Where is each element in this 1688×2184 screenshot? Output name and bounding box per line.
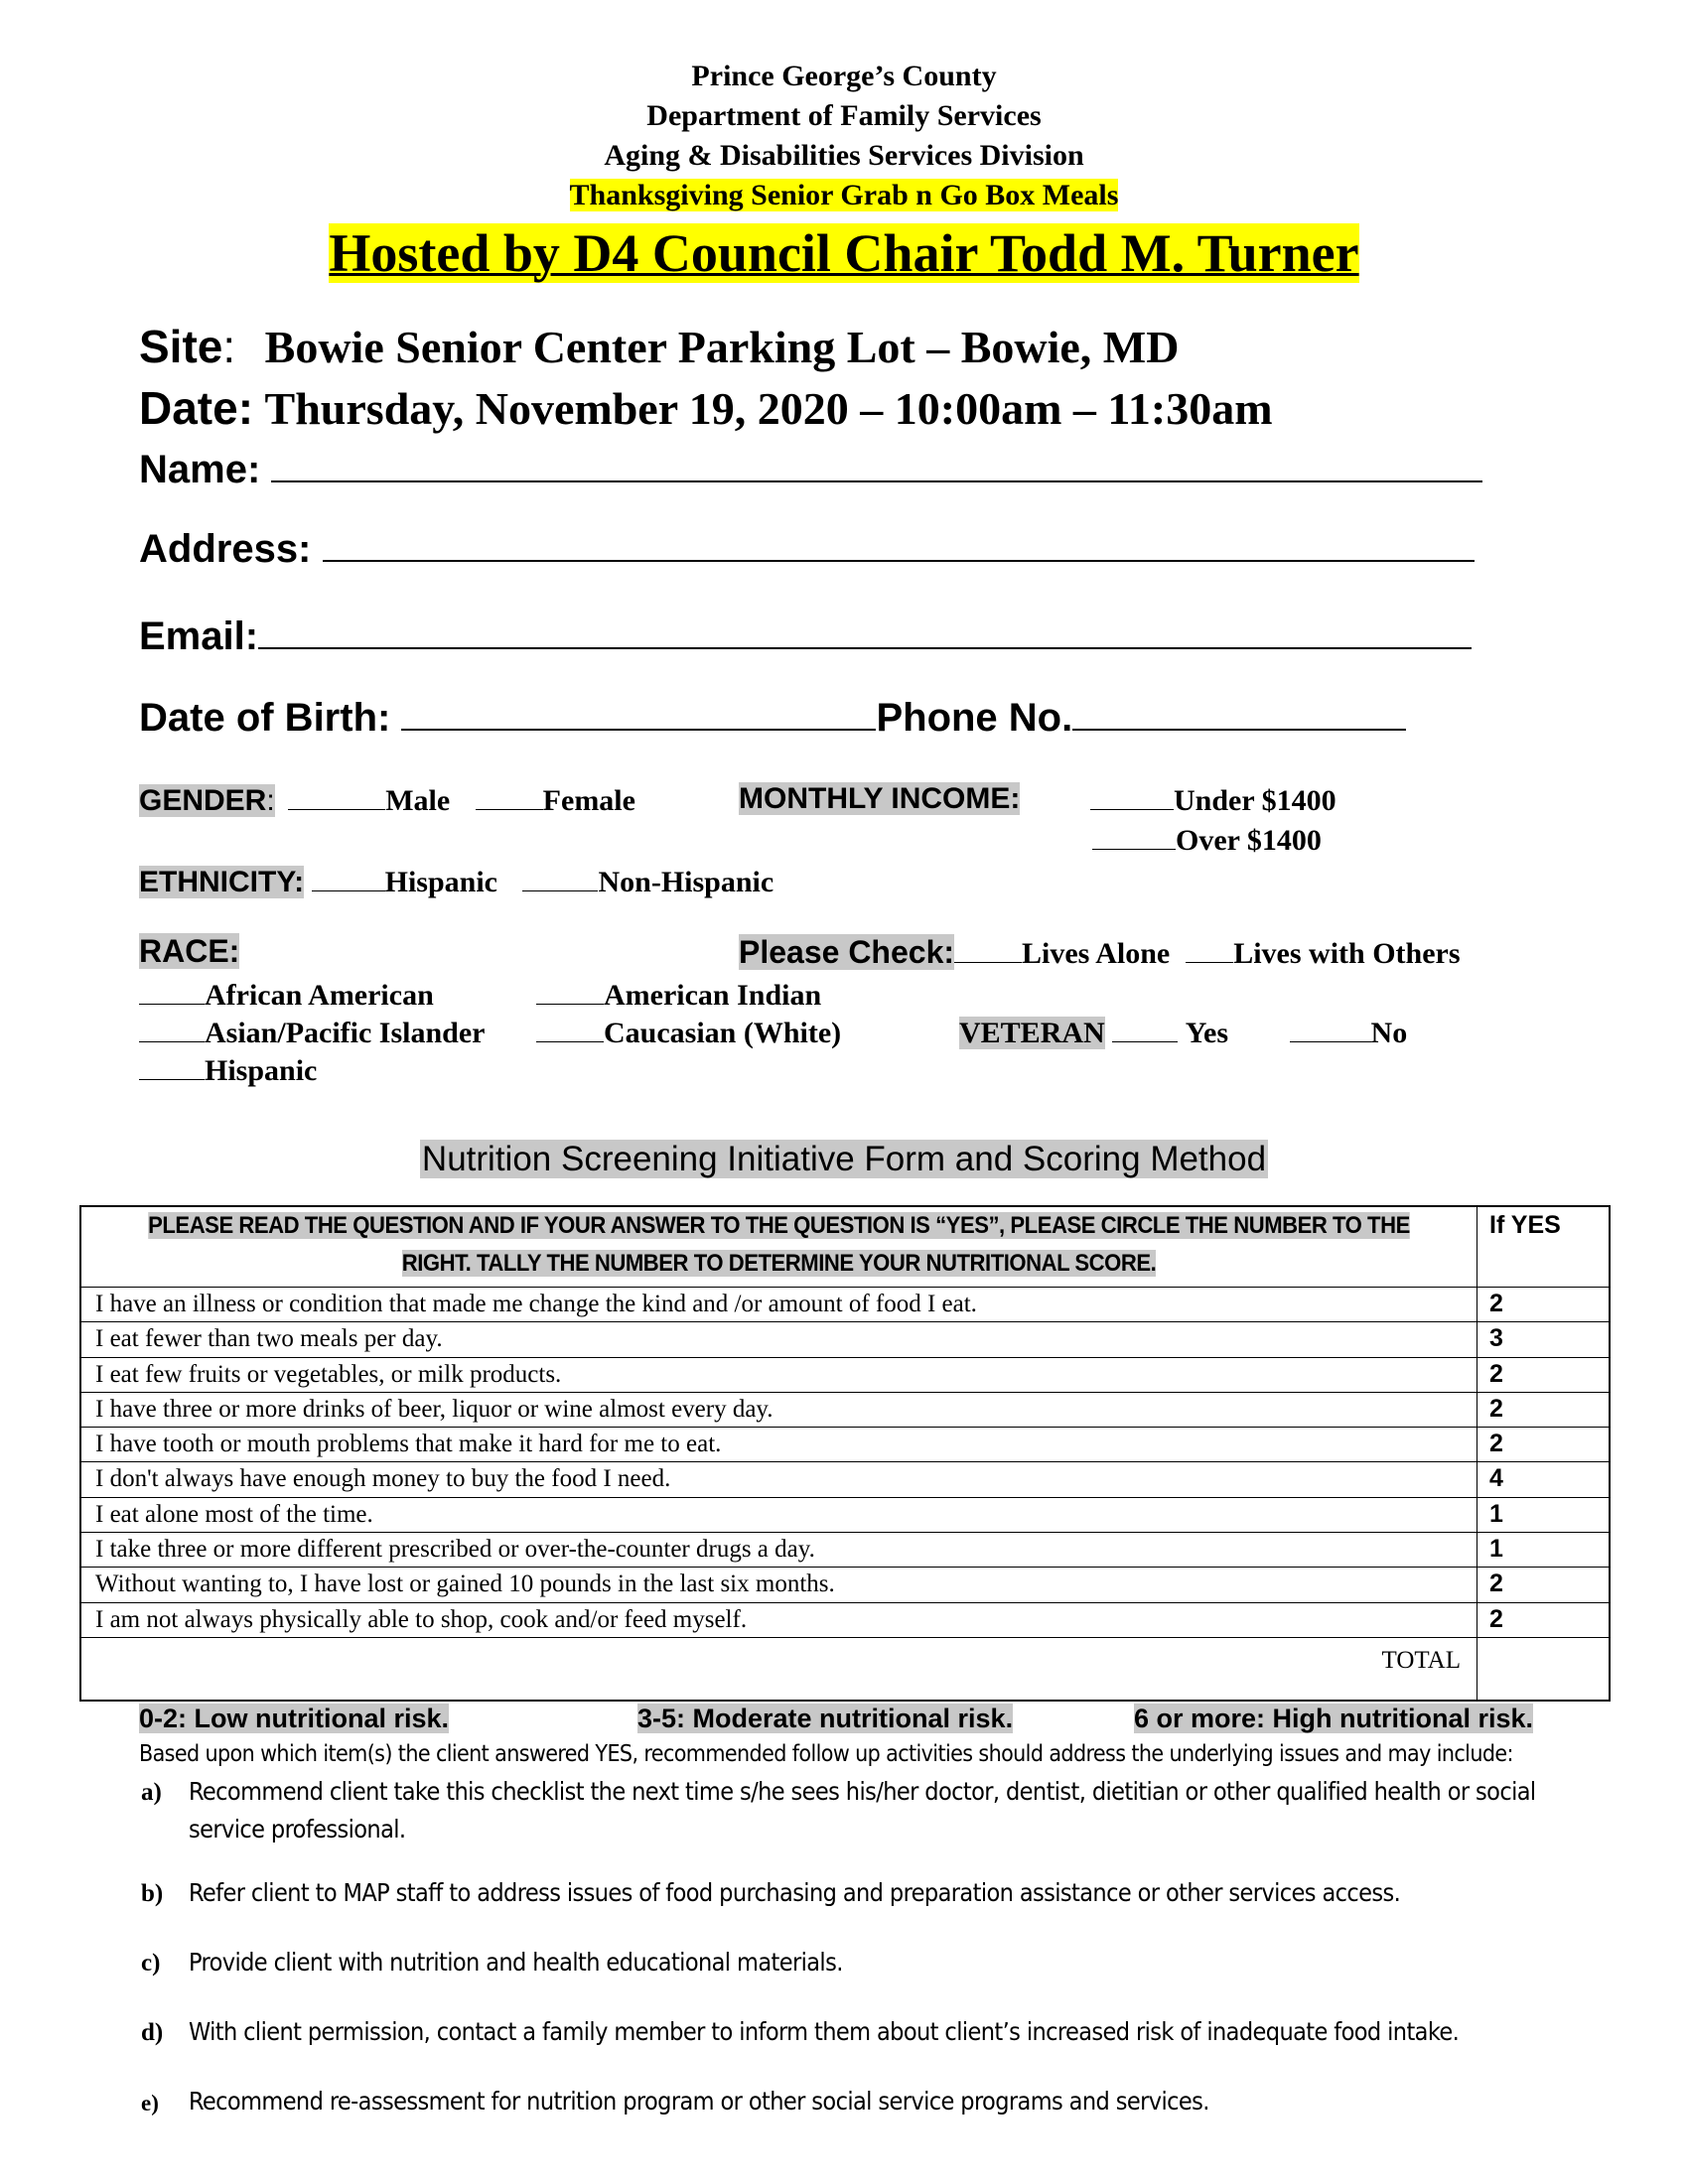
race-caucasian bbox=[536, 1015, 841, 1050]
race-african-american bbox=[139, 977, 434, 1013]
race-caucasian-blank[interactable] bbox=[536, 1015, 604, 1042]
gender-label: GENDER bbox=[139, 784, 267, 817]
veteran-no-blank[interactable] bbox=[1290, 1015, 1371, 1042]
living-row bbox=[739, 933, 1461, 971]
nsi-total-field[interactable] bbox=[1477, 1638, 1611, 1702]
followup-intro: Based upon which item(s) the client answered YES, recommended follow up activities should address the underlying issues and may include: bbox=[139, 1741, 1513, 1767]
nsi-table bbox=[79, 1205, 1611, 1702]
address-row bbox=[139, 524, 1475, 572]
ethnicity-label: ETHNICITY: bbox=[139, 866, 305, 898]
name-label: Name: bbox=[139, 448, 261, 491]
race-asian-blank[interactable] bbox=[139, 1015, 205, 1042]
veteran-yes-blank[interactable] bbox=[1112, 1015, 1178, 1042]
if-yes-header: If YES bbox=[1477, 1206, 1611, 1288]
nsi-total-row bbox=[80, 1638, 1610, 1702]
dob-field[interactable] bbox=[401, 693, 876, 731]
living-label: Please Check: bbox=[739, 933, 955, 970]
followup-letter-d: d) bbox=[141, 2019, 164, 2046]
nsi-question: I don't always have enough money to buy the food I need. bbox=[80, 1462, 1477, 1497]
nsi-points[interactable]: 3 bbox=[1477, 1322, 1611, 1357]
nsi-question: I take three or more different prescribed or over-the-counter drugs a day. bbox=[80, 1533, 1477, 1568]
income-over-blank[interactable] bbox=[1092, 822, 1176, 850]
ethnicity-nonhispanic-blank[interactable] bbox=[522, 864, 598, 891]
race-label: RACE: bbox=[139, 933, 240, 969]
nsi-row bbox=[80, 1322, 1610, 1357]
followup-letter-a: a) bbox=[141, 1779, 162, 1806]
race-african-american-label: African American bbox=[205, 979, 434, 1012]
gender-male: Male bbox=[385, 784, 451, 817]
race-hispanic-label: Hispanic bbox=[205, 1054, 318, 1087]
followup-text-b: Refer client to MAP staff to address issues of food purchasing and preparation assistance or other services access. bbox=[189, 1878, 1401, 1907]
name-row bbox=[139, 445, 1482, 492]
risk-low: 0-2: Low nutritional risk. bbox=[139, 1704, 450, 1733]
nsi-instruction bbox=[137, 1207, 1421, 1283]
veteran-no: No bbox=[1370, 1017, 1408, 1049]
nsi-row bbox=[80, 1533, 1610, 1568]
ethnicity-hispanic: Hispanic bbox=[384, 866, 497, 898]
risk-low-row bbox=[139, 1704, 449, 1734]
nsi-points[interactable]: 2 bbox=[1477, 1568, 1611, 1602]
gender-female-blank[interactable] bbox=[476, 782, 543, 810]
risk-moderate: 3-5: Moderate nutritional risk. bbox=[637, 1704, 1014, 1733]
income-under: Under $1400 bbox=[1174, 784, 1336, 817]
email-field[interactable] bbox=[258, 612, 1472, 649]
nsi-instruction-line2: RIGHT. TALLY THE NUMBER TO DETERMINE YOUR NUTRITIONAL SCORE. bbox=[401, 1250, 1157, 1277]
site-label: Site bbox=[139, 321, 223, 372]
followup-letter-b: b) bbox=[141, 1880, 164, 1907]
nsi-question: Without wanting to, I have lost or gained 10 pounds in the last six months. bbox=[80, 1568, 1477, 1602]
income-row bbox=[739, 782, 1020, 816]
risk-high-row bbox=[1134, 1704, 1533, 1734]
race-hispanic-blank[interactable] bbox=[139, 1052, 205, 1080]
nsi-instruction-line1: PLEASE READ THE QUESTION AND IF YOUR ANSWER TO THE QUESTION IS “YES”, PLEASE CIRCLE THE NUMBER TO THE bbox=[148, 1212, 1410, 1239]
veteran-label: VETERAN bbox=[959, 1017, 1105, 1049]
nsi-row bbox=[80, 1462, 1610, 1497]
event-title: Thanksgiving Senior Grab n Go Box Meals bbox=[569, 179, 1119, 211]
site-colon: : bbox=[222, 321, 236, 372]
header-event bbox=[0, 179, 1688, 212]
date-label: Date: bbox=[139, 382, 254, 434]
race-hispanic bbox=[139, 1052, 317, 1088]
header-division: Aging & Disabilities Services Division bbox=[604, 139, 1084, 172]
header-host bbox=[0, 222, 1688, 284]
followup-letter-e: e) bbox=[141, 2091, 159, 2116]
gender-male-blank[interactable] bbox=[288, 782, 385, 810]
lives-others: Lives with Others bbox=[1233, 936, 1461, 970]
risk-high: 6 or more: High nutritional risk. bbox=[1134, 1704, 1534, 1733]
risk-moderate-row bbox=[637, 1704, 1013, 1734]
header-department: Department of Family Services bbox=[646, 99, 1042, 132]
race-american-indian-blank[interactable] bbox=[536, 977, 604, 1005]
phone-label: Phone No. bbox=[876, 696, 1073, 740]
site-value: Bowie Senior Center Parking Lot – Bowie, MD bbox=[264, 322, 1180, 372]
followup-letter-c: c) bbox=[141, 1950, 161, 1977]
income-over-row bbox=[1092, 822, 1322, 858]
email-row bbox=[139, 612, 1472, 659]
ethnicity-row bbox=[139, 864, 774, 899]
gender-row bbox=[139, 782, 635, 818]
nsi-instruction-cell bbox=[80, 1206, 1477, 1288]
income-under-blank[interactable] bbox=[1090, 782, 1174, 810]
nsi-row bbox=[80, 1602, 1610, 1637]
host-title: Hosted by D4 Council Chair Todd M. Turner bbox=[329, 223, 1359, 283]
nsi-question: I eat fewer than two meals per day. bbox=[80, 1322, 1477, 1357]
site-row bbox=[139, 320, 1179, 373]
nsi-question: I eat alone most of the time. bbox=[80, 1497, 1477, 1532]
income-over: Over $1400 bbox=[1176, 824, 1322, 857]
race-african-american-blank[interactable] bbox=[139, 977, 205, 1005]
followup-text-e: Recommend re-assessment for nutrition program or other social service programs and services. bbox=[189, 2087, 1209, 2116]
followup-text-d: With client permission, contact a family member to inform them about client’s increased risk of inadequate food intake. bbox=[189, 2017, 1460, 2046]
nsi-question: I have three or more drinks of beer, liquor or wine almost every day. bbox=[80, 1392, 1477, 1427]
phone-field[interactable] bbox=[1072, 693, 1406, 731]
race-asian-label: Asian/Pacific Islander bbox=[205, 1017, 486, 1049]
race-american-indian-label: American Indian bbox=[604, 979, 822, 1012]
ethnicity-hispanic-blank[interactable] bbox=[312, 864, 385, 891]
race-asian bbox=[139, 1015, 486, 1050]
race-american-indian bbox=[536, 977, 821, 1013]
dob-label: Date of Birth: bbox=[139, 696, 391, 740]
nsi-points[interactable]: 2 bbox=[1477, 1428, 1611, 1462]
gender-colon: : bbox=[266, 784, 275, 817]
nsi-points[interactable]: 2 bbox=[1477, 1288, 1611, 1322]
address-field[interactable] bbox=[323, 524, 1475, 562]
nsi-points[interactable]: 1 bbox=[1477, 1497, 1611, 1532]
header-county: Prince George’s County bbox=[691, 60, 997, 92]
nsi-question: I have an illness or condition that made me change the kind and /or amount of food I eat. bbox=[80, 1288, 1477, 1322]
gender-female: Female bbox=[542, 784, 635, 817]
lives-others-blank[interactable] bbox=[1186, 933, 1233, 963]
nsi-points[interactable]: 4 bbox=[1477, 1462, 1611, 1497]
nsi-points[interactable]: 1 bbox=[1477, 1533, 1611, 1568]
nsi-points[interactable]: 2 bbox=[1477, 1602, 1611, 1637]
veteran-yes: Yes bbox=[1185, 1017, 1229, 1049]
followup-text-a1: Recommend client take this checklist the next time s/he sees his/her doctor, dentist, dietitian or other qualified health or social bbox=[189, 1777, 1536, 1806]
veteran-row bbox=[959, 1015, 1407, 1050]
nsi-total-label: TOTAL bbox=[80, 1638, 1477, 1702]
income-under-row bbox=[1090, 782, 1336, 818]
address-label: Address: bbox=[139, 527, 312, 571]
nsi-row bbox=[80, 1428, 1610, 1462]
followup-text-c: Provide client with nutrition and health educational materials. bbox=[189, 1948, 843, 1977]
income-label: MONTHLY INCOME: bbox=[739, 782, 1021, 815]
nsi-question: I have tooth or mouth problems that make it hard for me to eat. bbox=[80, 1428, 1477, 1462]
ethnicity-non-hispanic: Non-Hispanic bbox=[598, 866, 774, 898]
nsi-title: Nutrition Screening Initiative Form and Scoring Method bbox=[421, 1140, 1267, 1178]
nsi-points[interactable]: 2 bbox=[1477, 1357, 1611, 1392]
nsi-question: I eat few fruits or vegetables, or milk products. bbox=[80, 1357, 1477, 1392]
dob-row bbox=[139, 693, 1406, 741]
email-label: Email: bbox=[139, 614, 259, 658]
race-heading bbox=[139, 933, 239, 970]
date-value: Thursday, November 19, 2020 – 10:00am – 11:30am bbox=[264, 383, 1273, 434]
lives-alone: Lives Alone bbox=[1022, 936, 1171, 970]
nsi-row bbox=[80, 1497, 1610, 1532]
nsi-row bbox=[80, 1288, 1610, 1322]
nsi-row bbox=[80, 1392, 1610, 1427]
nsi-question: I am not always physically able to shop, cook and/or feed myself. bbox=[80, 1602, 1477, 1637]
race-caucasian-label: Caucasian (White) bbox=[604, 1017, 842, 1049]
nsi-row bbox=[80, 1568, 1610, 1602]
followup-text-a2: service professional. bbox=[189, 1815, 406, 1843]
nsi-title-row bbox=[0, 1140, 1688, 1179]
nsi-points[interactable]: 2 bbox=[1477, 1392, 1611, 1427]
name-field[interactable] bbox=[271, 445, 1482, 482]
nsi-header-row bbox=[80, 1206, 1610, 1288]
date-row bbox=[139, 381, 1273, 435]
lives-alone-blank[interactable] bbox=[954, 933, 1022, 963]
nsi-row bbox=[80, 1357, 1610, 1392]
